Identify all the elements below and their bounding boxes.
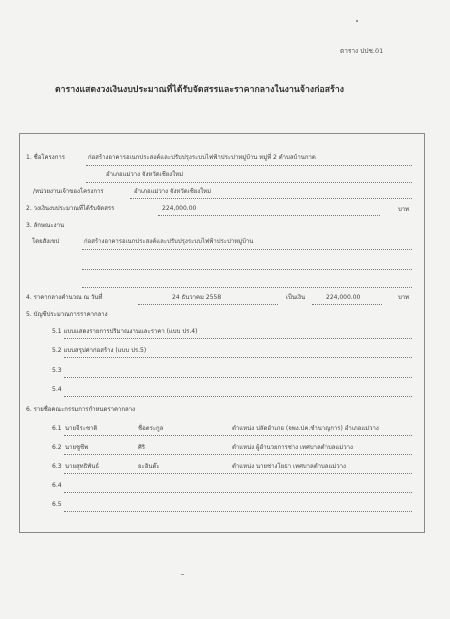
committee-position: ตำแหน่ง ผู้อำนวยการช่าง เทศบาลตำบลแม่วาง	[232, 444, 353, 451]
dotted-line	[86, 182, 412, 183]
dotted-line	[64, 377, 412, 378]
price-list-label: 5. บัญชีประมาณการราคากลาง	[26, 311, 108, 318]
committee-no: 6.2	[52, 444, 62, 451]
committee-no: 6.5	[52, 501, 62, 508]
committee-no: 6.4	[52, 482, 62, 489]
dotted-line	[64, 511, 412, 512]
project-name-line2: อำเภอแม่วาง จังหวัดเชียงใหม่	[106, 171, 184, 178]
committee-last-name: ยะอินต๊ะ	[138, 463, 160, 470]
committee-last-name: ศิริ	[138, 444, 146, 451]
dotted-line	[82, 269, 412, 270]
price-list-5-4: 5.4	[52, 386, 62, 393]
committee-first-name: นายจีระชาติ	[65, 425, 98, 432]
budget-label: 2. วงเงินงบประมาณที่ได้รับจัดสรร	[26, 205, 115, 212]
committee-no: 6.3	[52, 463, 62, 470]
committee-last-name: ชื่อตระกูล	[138, 425, 164, 432]
dotted-line	[64, 338, 412, 339]
summary-label: โดยสังเขป	[32, 238, 60, 245]
dotted-line	[82, 287, 412, 288]
median-price-amount-label: เป็นเงิน	[286, 294, 306, 301]
document-title: ตารางแสดงวงเงินงบประมาณที่ได้รับจัดสรรและราคากลางในงานจ้างก่อสร้าง	[55, 85, 345, 95]
dotted-line	[64, 396, 412, 397]
median-price-label: 4. ราคากลางคำนวณ ณ วันที่	[26, 294, 103, 301]
work-type-label: 3. ลักษณะงาน	[26, 222, 65, 229]
dotted-line	[64, 492, 412, 493]
price-list-5-1: 5.1 แบบแสดงรายการปริมาณงานและราคา (แบบ ปร.4)	[52, 328, 198, 335]
median-price-unit: บาท	[398, 294, 410, 301]
committee-label: 6. รายชื่อคณะกรรมการกำหนดราคากลาง	[26, 406, 136, 413]
dotted-line	[86, 165, 412, 166]
dotted-line	[138, 304, 278, 305]
owner-unit-label: /หน่วยงานเจ้าของโครงการ	[33, 188, 104, 195]
median-price-date: 24 ธันวาคม 2558	[172, 294, 222, 301]
scan-speck	[356, 20, 358, 22]
committee-no: 6.1	[52, 425, 62, 432]
dotted-line	[64, 357, 412, 358]
project-name-label: 1. ชื่อโครงการ	[26, 154, 65, 161]
dotted-line	[64, 473, 412, 474]
committee-first-name: นายสุทธิพันธ์	[65, 463, 99, 470]
committee-first-name: นายชูชีพ	[65, 444, 89, 451]
project-name-line1: ก่อสร้างอาคารอเนกประสงค์และปรับปรุงระบบไฟฟ้าประปาหมู่บ้าน หมู่ที่ 2 ตำบลบ้านกาด	[88, 154, 316, 161]
dotted-line	[64, 435, 412, 436]
form-box	[19, 133, 425, 533]
budget-unit: บาท	[398, 206, 410, 213]
scan-speck	[181, 574, 184, 575]
dotted-line	[82, 249, 412, 250]
price-list-5-3: 5.3	[52, 367, 62, 374]
dotted-line	[158, 215, 380, 216]
price-list-5-2: 5.2 แบบสรุปค่าก่อสร้าง (แบบ ปร.5)	[52, 347, 147, 354]
dotted-line	[130, 198, 412, 199]
owner-unit-value: อำเภอแม่วาง จังหวัดเชียงใหม่	[134, 188, 212, 195]
summary-value: ก่อสร้างอาคารอเนกประสงค์และปรับปรุงระบบไฟฟ้าประปาหมู่บ้าน	[84, 238, 254, 245]
dotted-line	[312, 304, 382, 305]
form-code: ตาราง ปปช.01	[340, 47, 384, 55]
dotted-line	[64, 454, 412, 455]
median-price-amount: 224,000.00	[326, 294, 361, 301]
budget-value: 224,000.00	[162, 205, 197, 212]
committee-position: ตำแหน่ง ปลัดอำเภอ (จพง.ปค.ชำนาญการ) อำเภอแม่วาง	[232, 425, 379, 432]
committee-position: ตำแหน่ง นายช่างโยธา เทศบาลตำบลแม่วาง	[232, 463, 346, 470]
